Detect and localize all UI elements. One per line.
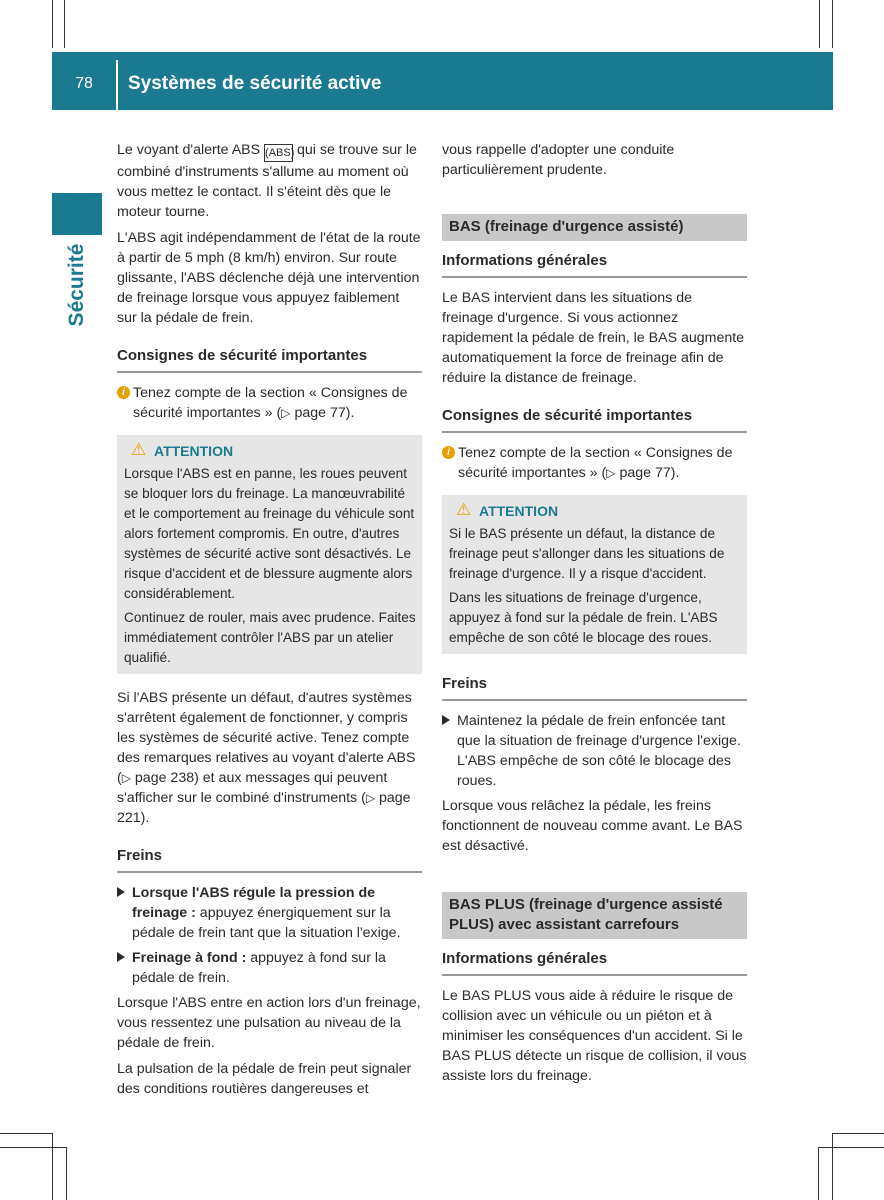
page-reference[interactable]: page 77 bbox=[619, 465, 671, 481]
section-bar: BAS PLUS (freinage d'urgence assisté PLUS) avec assistant carrefours bbox=[442, 892, 747, 939]
section-heading: Informations générales bbox=[442, 251, 747, 278]
warning-text: Continuez de rouler, mais avec prudence. Faites immédiatement contrôler l'ABS par un atelier qualifié. bbox=[124, 610, 416, 665]
page-ref-arrow-icon: ▷ bbox=[365, 791, 376, 805]
step-arrow-icon bbox=[117, 887, 125, 897]
paragraph: L'ABS agit indépendamment de l'état de la route à partir de 5 mph (8 km/h) environ. Sur route glissante, l'ABS déclenche déjà une intervention de freinage lorsque vous appuyez faiblement sur la pédale de frein. bbox=[117, 230, 421, 326]
warning-text: Dans les situations de freinage d'urgence, appuyez à fond sur la pédale de frein. L'ABS empêche de son côté le blocage des roues. bbox=[449, 590, 718, 645]
page-number: 78 bbox=[75, 75, 93, 92]
page-ref-arrow-icon: ▷ bbox=[121, 771, 131, 785]
warning-title: ⚠ ATTENTION bbox=[456, 500, 559, 519]
page-ref-arrow-icon: ▷ bbox=[606, 466, 616, 480]
page-reference[interactable]: page 238 bbox=[134, 770, 195, 786]
section-heading: Consignes de sécurité importantes bbox=[442, 406, 747, 433]
crop-mark bbox=[0, 1147, 66, 1148]
abs-warning-lamp-icon: (ABS) bbox=[264, 144, 293, 162]
paragraph: La pulsation de la pédale de frein peut signaler des conditions routières dangereuses et bbox=[117, 1061, 412, 1097]
page-reference[interactable]: page 77 bbox=[294, 405, 346, 421]
info-icon: i bbox=[117, 386, 130, 399]
crop-mark bbox=[0, 1133, 52, 1134]
paragraph: vous rappelle d'adopter une conduite particulièrement prudente. bbox=[442, 142, 675, 178]
crop-mark bbox=[832, 1133, 833, 1200]
warning-title: ⚠ ATTENTION bbox=[131, 440, 234, 459]
crop-mark bbox=[52, 0, 53, 48]
step-arrow-icon bbox=[442, 715, 450, 725]
section-heading: Informations générales bbox=[442, 949, 747, 976]
header-divider bbox=[116, 60, 118, 110]
list-item: Lorsque l'ABS régule la pression de freinage : appuyez énergiquement sur la pédale de frein tant que la situation l'exige. bbox=[117, 883, 422, 943]
left-column bbox=[117, 140, 422, 1105]
crop-mark bbox=[819, 0, 820, 48]
section-heading: Freins bbox=[117, 846, 422, 873]
crop-mark bbox=[52, 1133, 53, 1200]
section-bar: BAS (freinage d'urgence assisté) bbox=[442, 214, 747, 241]
crop-mark bbox=[832, 1133, 884, 1134]
crop-mark bbox=[818, 1147, 819, 1200]
right-column bbox=[442, 140, 747, 1092]
info-note: i Tenez compte de la section « Consignes de sécurité importantes » (▷ page 77). bbox=[117, 383, 422, 423]
crop-mark bbox=[66, 1147, 67, 1200]
section-tab bbox=[52, 193, 102, 235]
crop-mark bbox=[832, 0, 833, 48]
paragraph: Le BAS intervient dans les situations de freinage d'urgence. Si vous actionnez rapidement la pédale de frein, le BAS augmente automatiquement la force de freinage afin de réduire la distance de freinage. bbox=[442, 290, 745, 386]
info-icon: i bbox=[442, 446, 455, 459]
section-heading: Freins bbox=[442, 674, 747, 701]
paragraph: Le voyant d'alerte ABS (ABS) qui se trouve sur le combiné d'instruments s'allume au moment où vous mettez le contact. Il s'éteint dès que le moteur tourne. bbox=[117, 142, 417, 220]
crop-mark bbox=[818, 1147, 884, 1148]
page-header bbox=[52, 52, 833, 110]
page-title: Systèmes de sécurité active bbox=[128, 73, 382, 94]
warning-box bbox=[117, 435, 422, 674]
crop-mark bbox=[64, 0, 65, 48]
paragraph: Si l'ABS présente un défaut, d'autres systèmes s'arrêtent également de fonctionner, y compris les systèmes de sécurité active. Tenez compte des remarques relatives au voyant d'alerte ABS (▷ page 238) et aux messages qui peuvent s'afficher sur le combiné d'instruments (▷ page 221). bbox=[117, 690, 416, 826]
page-ref-arrow-icon: ▷ bbox=[281, 406, 291, 420]
section-heading: Consignes de sécurité importantes bbox=[117, 346, 422, 373]
warning-box bbox=[442, 495, 747, 654]
warning-text: Si le BAS présente un défaut, la distance de freinage peut s'allonger dans les situations de freinage d'urgence. Il y a risque d'accident. bbox=[449, 526, 725, 581]
paragraph: Lorsque l'ABS entre en action lors d'un freinage, vous ressentez une pulsation au niveau de la pédale de frein. bbox=[117, 995, 421, 1051]
warning-text: Lorsque l'ABS est en panne, les roues peuvent se bloquer lors du freinage. La manœuvrabilité et le comportement au freinage du véhicule sont alors fortement compromis. En outre, d'autres systèmes de sécurité active sont désactivés. Le risque d'accident et de blessure augmente alors considérablement. bbox=[124, 466, 415, 601]
section-label: Sécurité bbox=[65, 243, 88, 327]
paragraph: Le BAS PLUS vous aide à réduire le risque de collision avec un véhicule ou un piéton et à minimiser les conséquences d'un accident. Si le BAS PLUS détecte un risque de collision, il vous assiste lors du freinage. bbox=[442, 988, 747, 1084]
page-reference[interactable]: page 221 bbox=[117, 790, 411, 826]
warning-triangle-icon: ⚠ bbox=[131, 440, 147, 459]
list-item: Freinage à fond : appuyez à fond sur la pédale de frein. bbox=[117, 948, 422, 988]
step-arrow-icon bbox=[117, 952, 125, 962]
list-item: Maintenez la pédale de frein enfoncée tant que la situation de freinage d'urgence l'exige. L'ABS empêche de son côté le blocage des roues. bbox=[442, 711, 747, 791]
warning-triangle-icon: ⚠ bbox=[456, 500, 472, 519]
info-note: i Tenez compte de la section « Consignes de sécurité importantes » (▷ page 77). bbox=[442, 443, 747, 483]
paragraph: Lorsque vous relâchez la pédale, les freins fonctionnent de nouveau comme avant. Le BAS est désactivé. bbox=[442, 798, 743, 854]
